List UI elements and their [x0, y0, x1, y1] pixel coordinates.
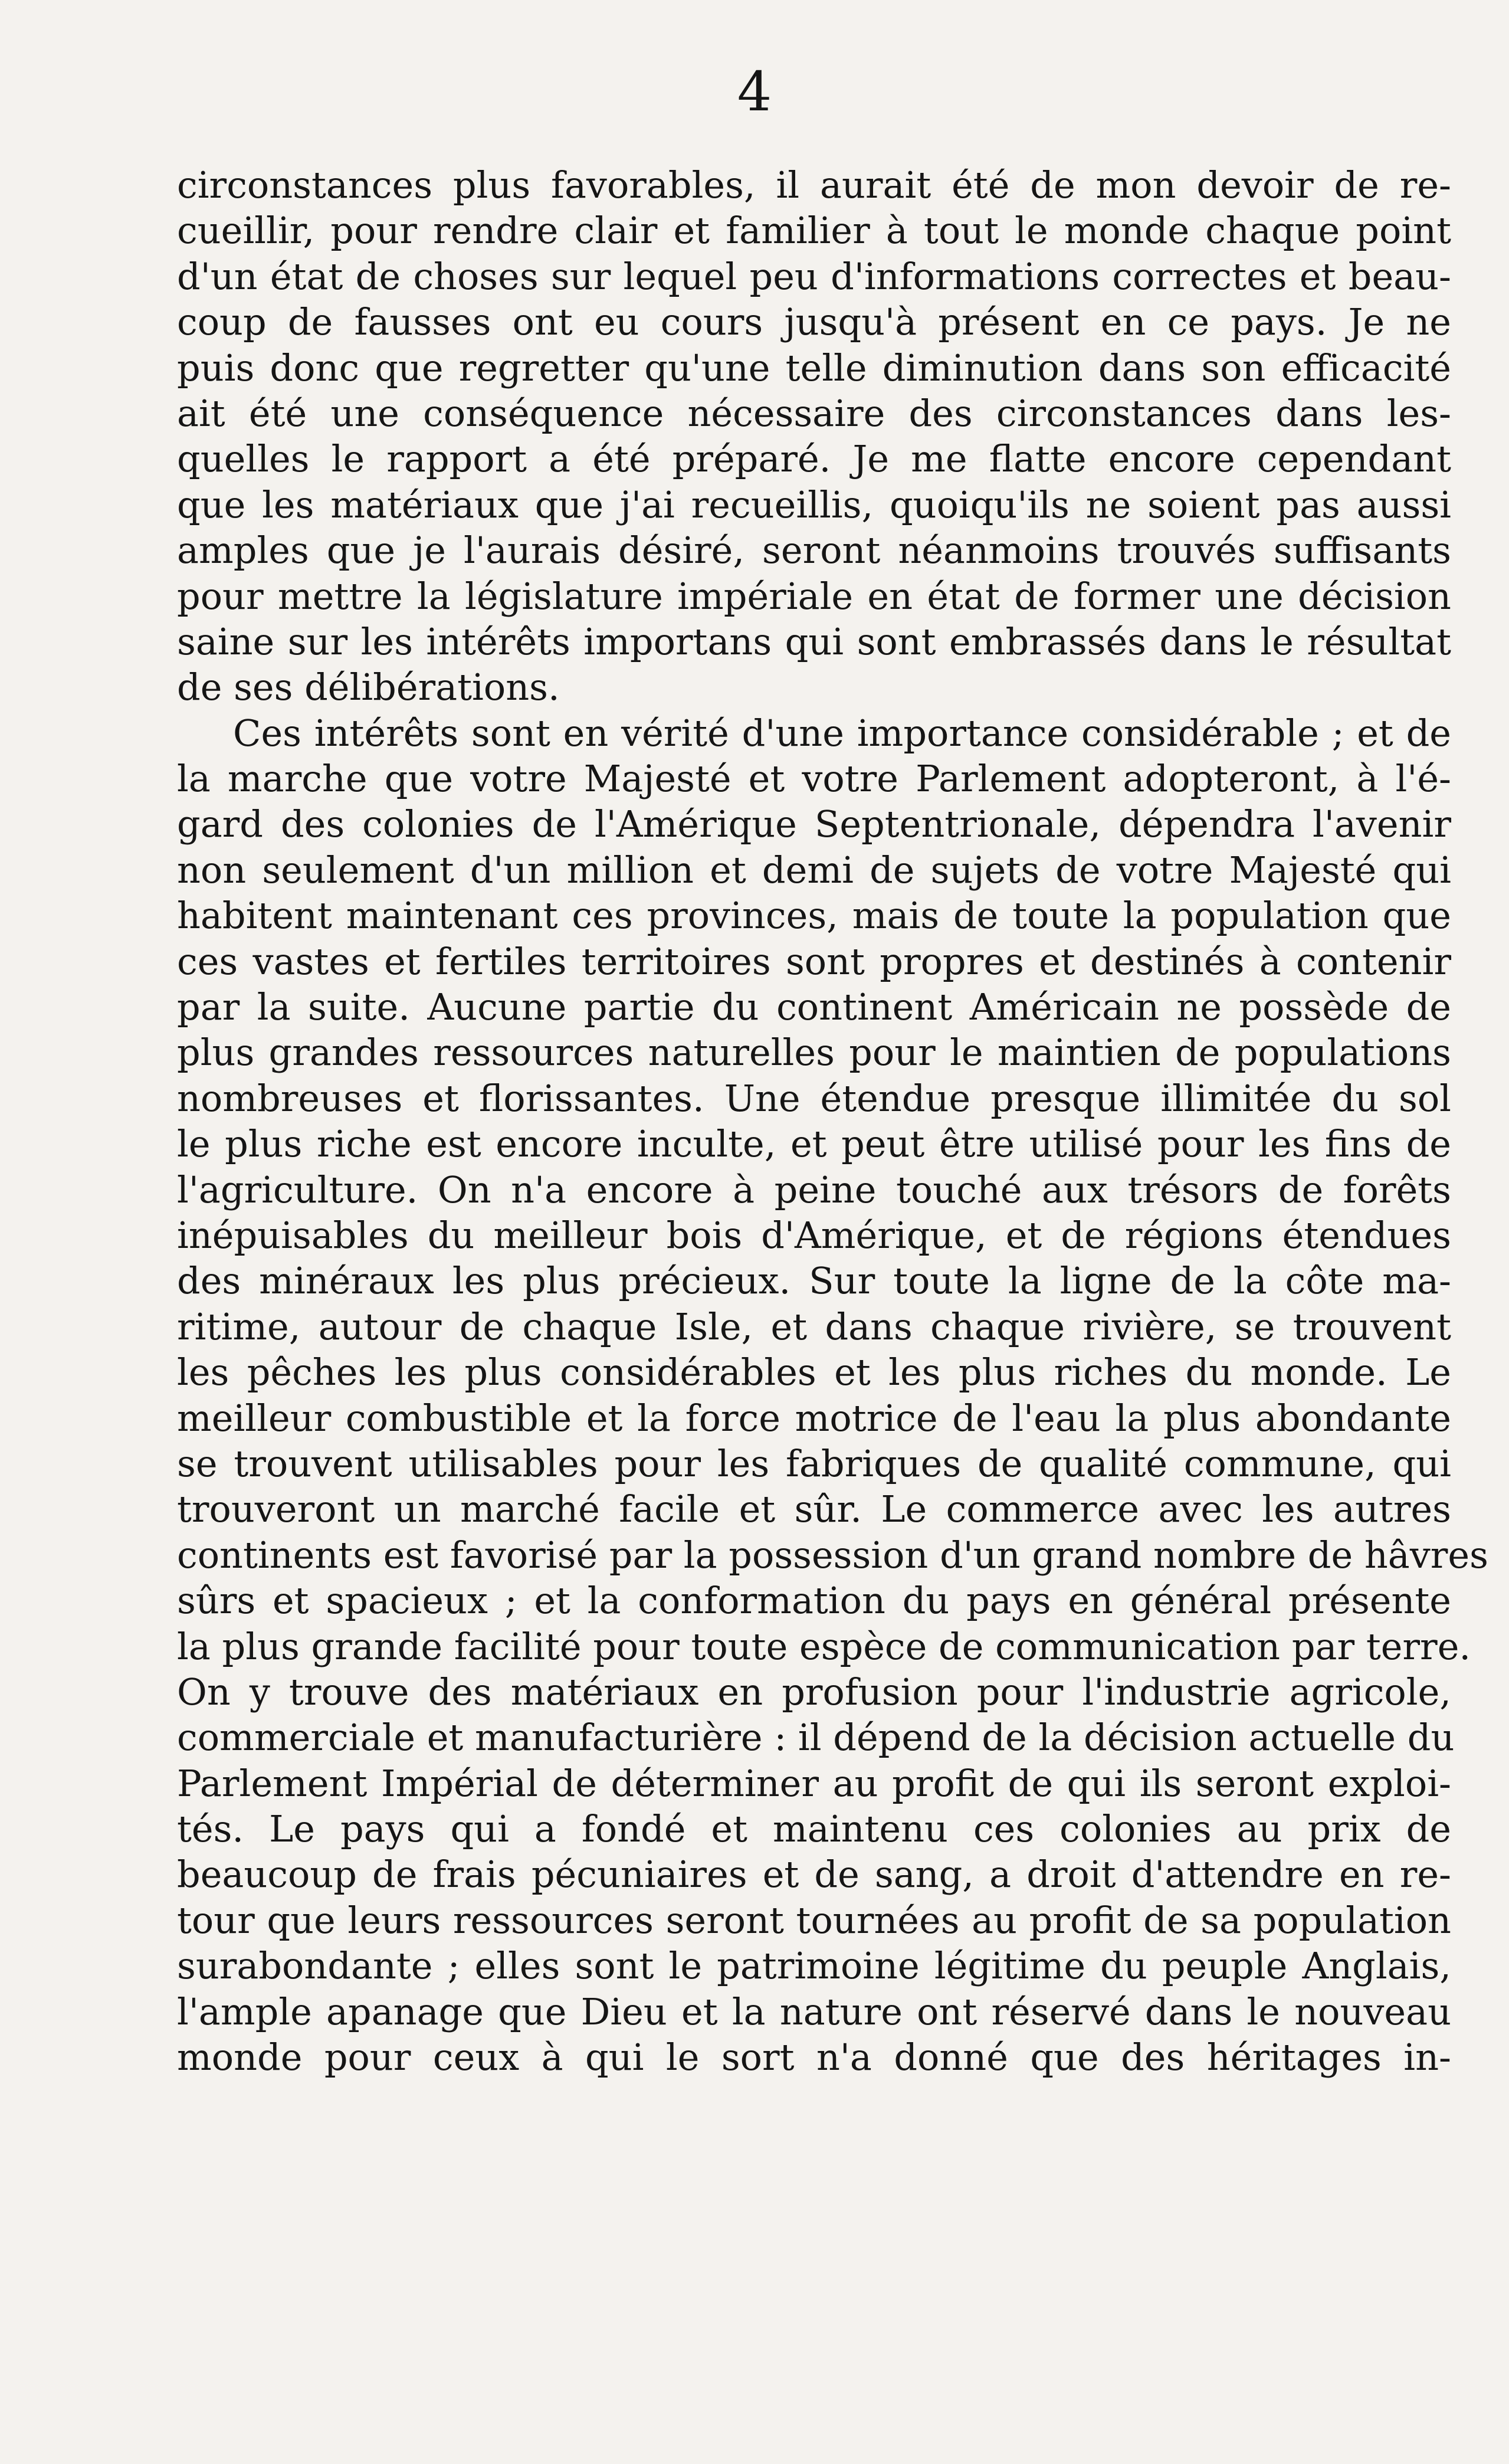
- text-line: des minéraux les plus précieux. Sur toute la ligne de la côte ma-: [177, 1259, 1451, 1303]
- text-line: pour mettre la législature impériale en état de former une décision: [177, 574, 1451, 618]
- text-line: les pêches les plus considérables et les plus riches du monde. Le: [177, 1351, 1451, 1394]
- text-line: saine sur les intérêts importans qui sont embrassés dans le résultat: [177, 620, 1451, 663]
- text-line: la plus grande facilité pour toute espèce de communication par terre.: [177, 1624, 1471, 1668]
- text-line: coup de fausses ont eu cours jusqu'à présent en ce pays. Je ne: [177, 300, 1451, 344]
- text-line: plus grandes ressources naturelles pour le maintien de populations: [177, 1031, 1451, 1074]
- text-line: tour que leurs ressources seront tournées au profit de sa population: [177, 1898, 1451, 1942]
- text-line: surabondante ; elles sont le patrimoine légitime du peuple Anglais,: [177, 1944, 1451, 1988]
- text-line: amples que je l'aurais désiré, seront néanmoins trouvés suffisants: [177, 529, 1451, 572]
- text-line: ces vastes et fertiles territoires sont propres et destinés à contenir: [177, 939, 1451, 983]
- text-line: sûrs et spacieux ; et la conformation du pays en général présente: [177, 1579, 1451, 1623]
- text-line: monde pour ceux à qui le sort n'a donné que des héritages in-: [177, 2036, 1451, 2079]
- text-line: commerciale et manufacturière : il dépend de la décision actuelle du: [177, 1716, 1455, 1759]
- text-line: d'un état de choses sur lequel peu d'informations correctes et beau-: [177, 254, 1451, 298]
- text-line: de ses délibérations.: [177, 666, 560, 709]
- text-line: quelles le rapport a été préparé. Je me flatte encore cependant: [177, 437, 1451, 481]
- text-line: cueillir, pour rendre clair et familier à tout le monde chaque point: [177, 209, 1451, 253]
- text-line: inépuisables du meilleur bois d'Amérique, et de régions étendues: [177, 1213, 1451, 1257]
- text-line: habitent maintenant ces provinces, mais de toute la population que: [177, 894, 1451, 938]
- text-line: gard des colonies de l'Amérique Septentrionale, dépendra l'avenir: [177, 802, 1451, 846]
- text-line: tés. Le pays qui a fondé et maintenu ces colonies au prix de: [177, 1807, 1451, 1851]
- text-line: par la suite. Aucune partie du continent Américain ne possède de: [177, 985, 1451, 1029]
- text-line: la marche que votre Majesté et votre Parlement adopteront, à l'é-: [177, 757, 1451, 801]
- text-line: continents est favorisé par la possession d'un grand nombre de hâvres: [177, 1533, 1488, 1577]
- text-line: meilleur combustible et la force motrice de l'eau la plus abondante: [177, 1396, 1451, 1440]
- text-line: beaucoup de frais pécuniaires et de sang, a droit d'attendre en re-: [177, 1853, 1451, 1896]
- text-line: l'agriculture. On n'a encore à peine touché aux trésors de forêts: [177, 1168, 1451, 1211]
- text-line: On y trouve des matériaux en profusion pour l'industrie agricole,: [177, 1670, 1451, 1713]
- text-line: Parlement Impérial de déterminer au profit de qui ils seront exploi-: [177, 1761, 1451, 1805]
- text-line: ritime, autour de chaque Isle, et dans chaque rivière, se trouvent: [177, 1305, 1451, 1348]
- page-number: 4: [737, 60, 772, 123]
- text-line: se trouvent utilisables pour les fabriques de qualité commune, qui: [177, 1441, 1451, 1485]
- text-line: non seulement d'un million et demi de sujets de votre Majesté qui: [177, 848, 1451, 892]
- text-line: puis donc que regretter qu'une telle diminution dans son efficacité: [177, 346, 1451, 389]
- text-line: le plus riche est encore inculte, et peut être utilisé pour les fins de: [177, 1122, 1451, 1166]
- text-line: nombreuses et florissantes. Une étendue presque illimitée du sol: [177, 1076, 1451, 1120]
- text-line: que les matériaux que j'ai recueillis, quoiqu'ils ne soient pas aussi: [177, 483, 1451, 526]
- text-line: Ces intérêts sont en vérité d'une importance considérable ; et de: [233, 711, 1451, 755]
- text-line: l'ample apanage que Dieu et la nature ont réservé dans le nouveau: [177, 1990, 1451, 2033]
- text-line: trouveront un marché facile et sûr. Le commerce avec les autres: [177, 1487, 1451, 1531]
- body-text: [177, 162, 1488, 2080]
- text-line: circonstances plus favorables, il aurait été de mon devoir de re-: [177, 163, 1451, 207]
- text-line: ait été une conséquence nécessaire des circonstances dans les-: [177, 391, 1451, 435]
